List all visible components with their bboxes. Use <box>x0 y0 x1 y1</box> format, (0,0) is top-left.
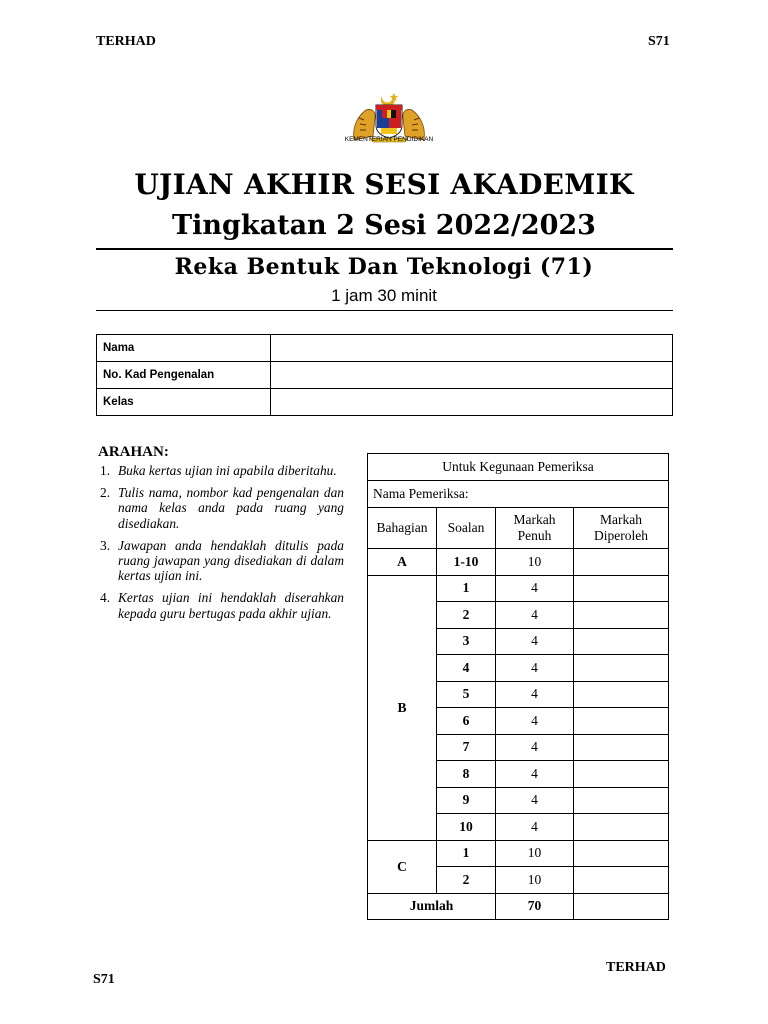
info-label: Kelas <box>97 389 271 416</box>
score-input[interactable] <box>574 840 669 867</box>
instruction-item: 3. Jawapan anda hendaklah ditulis pada ruang jawapan yang disediakan di dalam kertas ujian ini. <box>100 537 344 584</box>
full-mark: 4 <box>496 814 574 841</box>
table-row <box>368 549 669 576</box>
score-input[interactable] <box>574 681 669 708</box>
table-row <box>368 575 669 602</box>
total-label: Jumlah <box>368 893 496 920</box>
total-row <box>368 893 669 920</box>
score-input[interactable] <box>574 575 669 602</box>
subject-divider <box>96 310 673 311</box>
full-mark: 4 <box>496 681 574 708</box>
full-mark: 4 <box>496 628 574 655</box>
total-score-input[interactable] <box>574 893 669 920</box>
header-markah-penuh: Markah Penuh <box>496 508 574 549</box>
header-markah-diperoleh: Markah Diperoleh <box>574 508 669 549</box>
title-divider <box>96 248 673 250</box>
score-input[interactable] <box>574 734 669 761</box>
table-row <box>368 840 669 867</box>
score-input[interactable] <box>574 655 669 682</box>
question-number: 2 <box>437 602 496 629</box>
name-field[interactable] <box>271 335 673 362</box>
footer-classification: TERHAD <box>606 960 666 975</box>
column-header-row <box>368 508 669 549</box>
exam-duration: 1 jam 30 minit <box>331 286 437 305</box>
full-mark: 10 <box>496 867 574 894</box>
exam-title: UJIAN AKHIR SESI AKADEMIK <box>134 168 634 201</box>
full-mark: 4 <box>496 734 574 761</box>
question-number: 1 <box>437 575 496 602</box>
info-row-class <box>97 389 673 416</box>
instruction-text: Buka kertas ujian ini apabila diberitahu. <box>118 463 337 478</box>
examiner-name-row <box>368 481 669 508</box>
question-number: 2 <box>437 867 496 894</box>
score-input[interactable] <box>574 814 669 841</box>
examiner-table-title: Untuk Kegunaan Pemeriksa <box>368 454 669 481</box>
info-label: Nama <box>97 335 271 362</box>
ministry-crest <box>344 88 434 146</box>
header-paper-code: S71 <box>648 34 670 49</box>
examiner-name-field[interactable]: Nama Pemeriksa: <box>368 481 669 508</box>
full-mark: 4 <box>496 761 574 788</box>
candidate-info-table <box>96 334 673 416</box>
full-mark: 4 <box>496 602 574 629</box>
question-number: 6 <box>437 708 496 735</box>
instruction-item: 1. Buka kertas ujian ini apabila diberitahu. <box>100 463 344 478</box>
instruction-item: 4. Kertas ujian ini hendaklah diserahkan kepada guru bertugas pada akhir ujian. <box>100 590 344 621</box>
section-label: C <box>368 840 437 893</box>
score-input[interactable] <box>574 708 669 735</box>
score-input[interactable] <box>574 628 669 655</box>
question-number: 7 <box>437 734 496 761</box>
exam-session: Tingkatan 2 Sesi 2022/2023 <box>172 210 596 241</box>
score-input[interactable] <box>574 761 669 788</box>
instructions-heading: ARAHAN: <box>98 444 169 460</box>
ic-number-field[interactable] <box>271 362 673 389</box>
header-classification: TERHAD <box>96 34 156 49</box>
question-number: 1-10 <box>437 549 496 576</box>
instruction-text: Tulis nama, nombor kad pengenalan dan nama kelas anda pada ruang yang disediakan. <box>118 485 344 531</box>
info-label: No. Kad Pengenalan <box>97 362 271 389</box>
question-number: 4 <box>437 655 496 682</box>
score-input[interactable] <box>574 549 669 576</box>
question-number: 8 <box>437 761 496 788</box>
full-mark: 10 <box>496 549 574 576</box>
question-number: 1 <box>437 840 496 867</box>
examiner-marks-table <box>367 453 669 920</box>
footer-paper-code: S71 <box>93 972 115 987</box>
instruction-item: 2. Tulis nama, nombor kad pengenalan dan nama kelas anda pada ruang yang disediakan. <box>100 485 344 531</box>
full-mark: 10 <box>496 840 574 867</box>
score-input[interactable] <box>574 867 669 894</box>
question-number: 9 <box>437 787 496 814</box>
instruction-text: Kertas ujian ini hendaklah diserahkan kepada guru bertugas pada akhir ujian. <box>118 590 344 621</box>
full-mark: 4 <box>496 575 574 602</box>
question-number: 5 <box>437 681 496 708</box>
section-label: B <box>368 575 437 840</box>
info-row-name <box>97 335 673 362</box>
full-mark: 4 <box>496 708 574 735</box>
total-full-mark: 70 <box>496 893 574 920</box>
instructions-list <box>100 463 344 628</box>
crest-caption: KEMENTERIAN PENDIDIKAN <box>344 136 434 143</box>
score-input[interactable] <box>574 787 669 814</box>
subject-title: Reka Bentuk Dan Teknologi (71) <box>174 254 594 280</box>
instruction-text: Jawapan anda hendaklah ditulis pada ruang jawapan yang disediakan di dalam kertas ujian ini. <box>118 537 344 584</box>
section-label: A <box>368 549 437 576</box>
question-number: 3 <box>437 628 496 655</box>
full-mark: 4 <box>496 655 574 682</box>
score-input[interactable] <box>574 602 669 629</box>
info-row-ic <box>97 362 673 389</box>
examiner-title-row <box>368 454 669 481</box>
full-mark: 4 <box>496 787 574 814</box>
class-field[interactable] <box>271 389 673 416</box>
header-soalan: Soalan <box>437 508 496 549</box>
question-number: 10 <box>437 814 496 841</box>
header-bahagian: Bahagian <box>368 508 437 549</box>
